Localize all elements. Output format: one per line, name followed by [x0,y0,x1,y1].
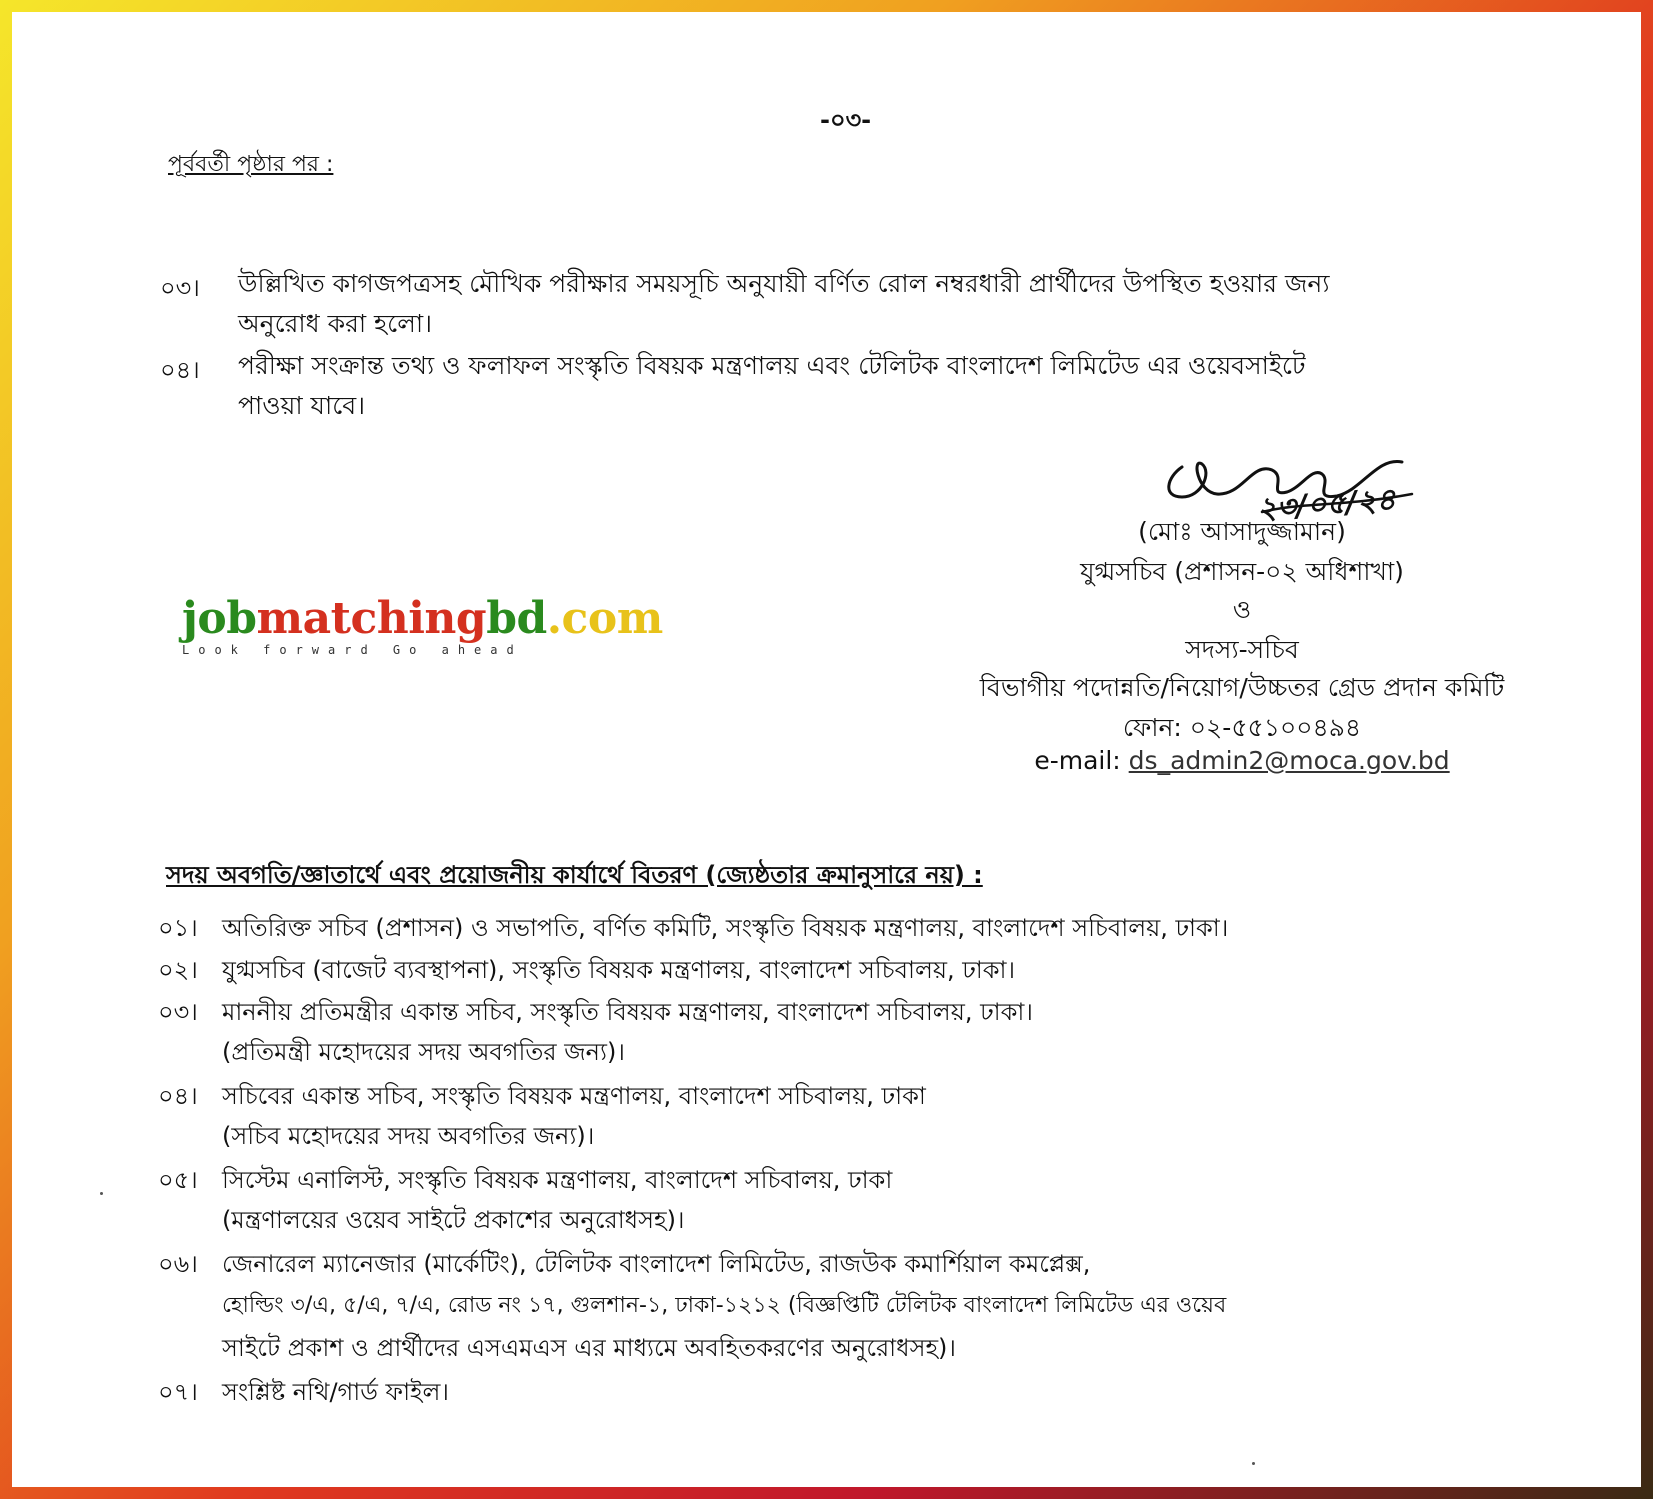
item-number: ০১। [158,914,198,942]
paragraph-body [238,264,1448,344]
item-number: ০৬। [158,1250,198,1278]
paragraph-line: পাওয়া যাবে। [238,391,366,420]
logo-part: bd [486,593,547,644]
item-number: ০৩। [158,998,198,1026]
item-text: (মন্ত্রণালয়ের ওয়েব সাইটে প্রকাশের অনুরোধসহ)। [222,1206,685,1234]
paragraph-line: অনুরোধ করা হলো। [238,309,433,338]
item-text: সচিবের একান্ত সচিব, সংস্কৃতি বিষয়ক মন্ত্রণালয়, বাংলাদেশ সচিবালয়, ঢাকা [222,1082,926,1110]
committee-name: বিভাগীয় পদোন্নতি/নিয়োগ/উচ্চতর গ্রেড প্রদান কমিটি [979,673,1505,702]
email-link[interactable]: ds_admin2@moca.gov.bd [1128,746,1450,775]
item-text: (সচিব মহোদয়ের সদয় অবগতির জন্য)। [222,1122,595,1150]
item-number: ০৭। [158,1378,198,1406]
item-text: হোল্ডিং ৩/এ, ৫/এ, ৭/এ, রোড নং ১৭, গুলশান-১, ঢাকা-১২১২ (বিজ্ঞপ্তিটি টেলিটক বাংলাদেশ লিমিটেড এর ওয়েব [222,1293,1227,1318]
signatory-designation: যুগ্মসচিব (প্রশাসন-০২ অধিশাখা) [1080,557,1404,586]
logo-part: job [182,593,257,644]
continuation-note: পূর্ববর্তী পৃষ্ঠার পর : [168,152,334,177]
item-text: সংশ্লিষ্ট নথি/গার্ড ফাইল। [222,1378,449,1406]
signatory-role: সদস্য-সচিব [1185,635,1299,664]
watermark-logo [182,593,663,657]
phone-number: ফোন: ০২-৫৫১০০৪৯৪ [1122,713,1362,742]
page-number: -০৩- [820,106,872,134]
paragraph-line: পরীক্ষা সংক্রান্ত তথ্য ও ফলাফল সংস্কৃতি বিষয়ক মন্ত্রণালয় এবং টেলিটক বাংলাদেশ লিমিটেড এর ওয়েবসাইটে [238,351,1306,380]
scan-speck [100,1192,103,1195]
item-text: মাননীয় প্রতিমন্ত্রীর একান্ত সচিব, সংস্কৃতি বিষয়ক মন্ত্রণালয়, বাংলাদেশ সচিবালয়, ঢাকা। [222,998,1033,1026]
logo-part: matching [256,593,487,644]
distribution-heading: সদয় অবগতি/জ্ঞাতার্থে এবং প্রয়োজনীয় কার্যার্থে বিতরণ (জ্যেষ্ঠতার ক্রমানুসারে নয়) : [166,861,983,889]
item-text: (প্রতিমন্ত্রী মহোদয়ের সদয় অবগতির জন্য)। [222,1038,625,1066]
item-number: ০৪। [158,1082,198,1110]
document-page [12,12,1641,1487]
logo-wordmark [182,593,663,644]
conjunction: ও [1232,595,1252,624]
signatory-name: (মোঃ আসাদুজ্জামান) [1138,517,1346,546]
item-text: অতিরিক্ত সচিব (প্রশাসন) ও সভাপতি, বর্ণিত কমিটি, সংস্কৃতি বিষয়ক মন্ত্রণালয়, বাংলাদেশ সচিবালয়, ঢাকা। [222,914,1229,942]
item-number: ০৫। [158,1166,198,1194]
item-text: যুগ্মসচিব (বাজেট ব্যবস্থাপনা), সংস্কৃতি বিষয়ক মন্ত্রণালয়, বাংলাদেশ সচিবালয়, ঢাকা। [222,956,1016,984]
signature-date: ২৩/০৫/২৪ [1255,482,1397,527]
item-text: জেনারেল ম্যানেজার (মার্কেটিং), টেলিটক বাংলাদেশ লিমিটেড, রাজউক কমার্শিয়াল কমপ্লেক্স, [222,1250,1091,1278]
logo-part: .com [546,593,663,644]
scan-speck [1252,1462,1255,1465]
item-number: ০২। [158,956,198,984]
item-text: সাইটে প্রকাশ ও প্রার্থীদের এসএমএস এর মাধ্যমে অবহিতকরণের অনুরোধসহ)। [222,1334,957,1362]
email-label: e-mail: [1034,746,1121,775]
item-text: সিস্টেম এনালিস্ট, সংস্কৃতি বিষয়ক মন্ত্রণালয়, বাংলাদেশ সচিবালয়, ঢাকা [222,1166,893,1194]
paragraph-number: ০৪। [160,356,200,384]
email-line [912,746,1572,775]
paragraph-number: ০৩। [160,274,200,302]
paragraph-line: উল্লিখিত কাগজপত্রসহ মৌখিক পরীক্ষার সময়সূচি অনুযায়ী বর্ণিত রোল নম্বরধারী প্রার্থীদের উপস্থিত হওয়ার জন্য [238,269,1330,298]
logo-tagline: Look forward Go ahead [182,643,523,657]
paragraph-body [238,346,1448,426]
